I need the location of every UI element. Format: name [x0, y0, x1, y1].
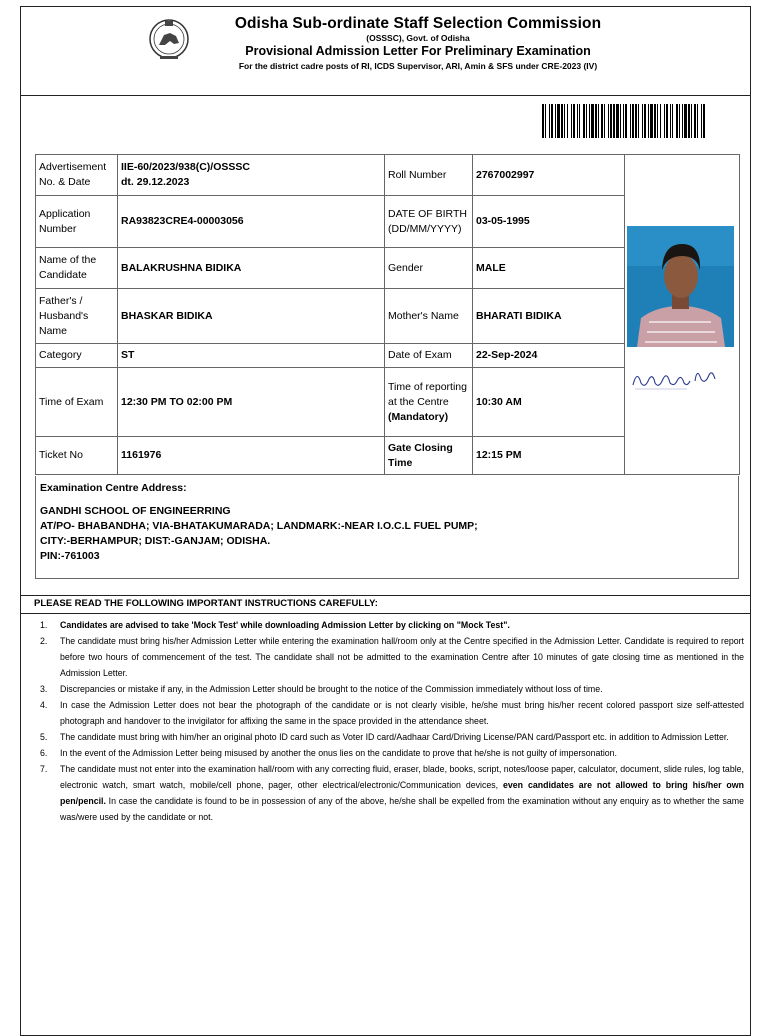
- barcode-bar: [561, 104, 563, 138]
- barcode-bar: [672, 104, 673, 138]
- barcode-bar: [694, 104, 696, 138]
- instructions-heading: PLEASE READ THE FOLLOWING IMPORTANT INSTRUCTIONS CAREFULLY:: [21, 595, 750, 614]
- barcode-bar: [638, 104, 639, 138]
- barcode-bar: [567, 104, 568, 138]
- candidate-signature: [627, 359, 722, 401]
- barcode-bar: [557, 104, 560, 138]
- barcode-bar: [613, 104, 615, 138]
- barcode-bar: [654, 104, 656, 138]
- barcode-bar: [586, 104, 587, 138]
- barcode-bar: [642, 104, 643, 138]
- gender-label: Gender: [385, 248, 473, 289]
- barcode-bar: [549, 104, 550, 138]
- barcode-bar: [635, 104, 637, 138]
- barcode-bar: [664, 104, 665, 138]
- barcode-bar: [670, 104, 671, 138]
- reporting-value: 10:30 AM: [473, 368, 625, 437]
- barcode-bar: [682, 104, 683, 138]
- commission-title: Odisha Sub-ordinate Staff Selection Commission: [234, 15, 602, 32]
- barcode-bar: [688, 104, 690, 138]
- gate-label: Gate Closing Time: [385, 437, 473, 475]
- barcode-bar: [542, 104, 544, 138]
- admission-letter: [20, 6, 751, 1036]
- address-heading: Examination Centre Address:: [40, 482, 187, 494]
- address-line-2: AT/PO- BHABANDHA; VIA-BHATAKUMARADA; LANDMARK:-NEAR I.O.C.L FUEL PUMP;: [40, 520, 478, 532]
- gate-value: 12:15 PM: [473, 437, 625, 475]
- exam-time-value: 12:30 PM TO 02:00 PM: [118, 368, 385, 437]
- dob-value: 03-05-1995: [473, 196, 625, 248]
- barcode-bar: [577, 104, 578, 138]
- barcode-bar: [697, 104, 698, 138]
- barcode-bar: [601, 104, 603, 138]
- gender-value: MALE: [473, 248, 625, 289]
- name-value: BALAKRUSHNA BIDIKA: [118, 248, 385, 289]
- mother-label: Mother's Name: [385, 289, 473, 344]
- barcode-bar: [691, 104, 692, 138]
- barcode-bar: [591, 104, 594, 138]
- barcode-bar: [701, 104, 702, 138]
- application-value: RA93823CRE4-00003056: [118, 196, 385, 248]
- instructions-list: [31, 617, 744, 825]
- letter-header: [21, 7, 750, 96]
- barcode-bar: [555, 104, 556, 138]
- barcode-bar: [650, 104, 653, 138]
- barcode-bar: [703, 104, 705, 138]
- barcode-bar: [571, 104, 572, 138]
- posts-line: For the district cadre posts of RI, ICDS Supervisor, ARI, Amin & SFS under CRE-2023 (IV): [238, 61, 598, 71]
- category-value: ST: [118, 344, 385, 368]
- letter-title: Provisional Admission Letter For Preliminary Examination: [245, 44, 591, 58]
- barcode-bar: [625, 104, 627, 138]
- ticket-label: Ticket No: [36, 437, 118, 475]
- commission-subtitle: (OSSSC), Govt. of Odisha: [366, 33, 470, 43]
- exam-date-value: 22-Sep-2024: [473, 344, 625, 368]
- instruction-item: 5. The candidate must bring with him/her an original photo ID card such as Voter ID card/Aadhaar Card/Driving License/PAN card/Passport etc. in addition to Admission Letter.: [40, 732, 729, 742]
- barcode-bar: [657, 104, 658, 138]
- name-label: Name of the Candidate: [36, 248, 118, 289]
- barcode-bar: [630, 104, 631, 138]
- barcode-bar: [579, 104, 580, 138]
- father-value: BHASKAR BIDIKA: [118, 289, 385, 344]
- mother-value: BHARATI BIDIKA: [473, 289, 625, 344]
- category-label: Category: [36, 344, 118, 368]
- father-label: Father's / Husband's Name: [36, 289, 118, 344]
- barcode-bar: [573, 104, 575, 138]
- barcode-bar: [616, 104, 619, 138]
- barcode-bar: [604, 104, 605, 138]
- instruction-item: 2. The candidate must bring his/her Admission Letter while entering the examination hall/room only at the Centre specified in the Admission Letter. Candidate is required to report before two hours of commencement of the test. The candidate shall not be admitted to the examination Centre after 10 minutes of gate closing time as mentioned in the Admission Letter.: [40, 636, 744, 678]
- barcode-bar: [620, 104, 621, 138]
- barcode-bar: [679, 104, 680, 138]
- reporting-label: Time of reporting at the Centre (Mandatory): [385, 368, 473, 437]
- barcode-bar: [660, 104, 661, 138]
- barcode-bar: [666, 104, 668, 138]
- address-line-4: PIN:-761003: [40, 550, 100, 562]
- barcode-bar: [648, 104, 649, 138]
- advt-value: IIE-60/2023/938(C)/OSSSC dt. 29.12.2023: [118, 155, 385, 196]
- barcode-bar: [632, 104, 634, 138]
- barcode-bar: [589, 104, 590, 138]
- exam-date-label: Date of Exam: [385, 344, 473, 368]
- barcode-bar: [644, 104, 646, 138]
- ticket-value: 1161976: [118, 437, 385, 475]
- roll-label: Roll Number: [385, 155, 473, 196]
- instruction-item: 6. In the event of the Admission Letter being misused by another the onus lies on the candidate to prove that he/she is not guilty of impersonation.: [40, 748, 617, 758]
- barcode-bar: [551, 104, 553, 138]
- barcode-bar: [583, 104, 585, 138]
- barcode-bar: [623, 104, 624, 138]
- candidate-photo: [627, 226, 734, 347]
- barcode-bar: [564, 104, 565, 138]
- roll-value: 2767002997: [473, 155, 625, 196]
- application-label: Application Number: [36, 196, 118, 248]
- instruction-item: 1. Candidates are advised to take 'Mock Test' while downloading Admission Letter by clicking on "Mock Test".: [40, 620, 510, 630]
- instruction-item: 7. The candidate must not enter into the examination hall/room with any correcting fluid, eraser, blade, books, script, notes/loose paper, calculator, document, slide rules, log table, electronic watch, smart watch, mobile/cell phone, pager, other electrical/electronic/Communication devices, even candidates are not allowed to bring his/her own pen/pencil. In case the candidate is found to be in possession of any of the above, he/she shall be expelled from the examination without any enquiry as to whether the same was/were used by the candidate or not.: [40, 764, 744, 822]
- barcode-bar: [598, 104, 599, 138]
- barcode-bar: [595, 104, 597, 138]
- address-line-1: GANDHI SCHOOL OF ENGINEERRING: [40, 505, 231, 517]
- instruction-item: 3. Discrepancies or mistake if any, in the Admission Letter should be brought to the notice of the Commission immediately without loss of time.: [40, 684, 603, 694]
- dob-label: DATE OF BIRTH (DD/MM/YYYY): [385, 196, 473, 248]
- barcode-bar: [676, 104, 678, 138]
- barcode-bar: [610, 104, 612, 138]
- barcode-bar: [608, 104, 609, 138]
- instruction-item: 4. In case the Admission Letter does not bear the photograph of the candidate or is not clearly visible, he/she must bring his/her recent colored passport size self-attested photograph and handover to the invigilator for affixing the same in the space provided in the attendance sheet.: [40, 700, 744, 726]
- advt-label: Advertisement No. & Date: [36, 155, 118, 196]
- barcode: [542, 104, 706, 138]
- barcode-bar: [545, 104, 546, 138]
- barcode-bar: [684, 104, 687, 138]
- address-line-3: CITY:-BERHAMPUR; DIST:-GANJAM; ODISHA.: [40, 535, 271, 547]
- exam-time-label: Time of Exam: [36, 368, 118, 437]
- exam-centre-address: [35, 476, 739, 579]
